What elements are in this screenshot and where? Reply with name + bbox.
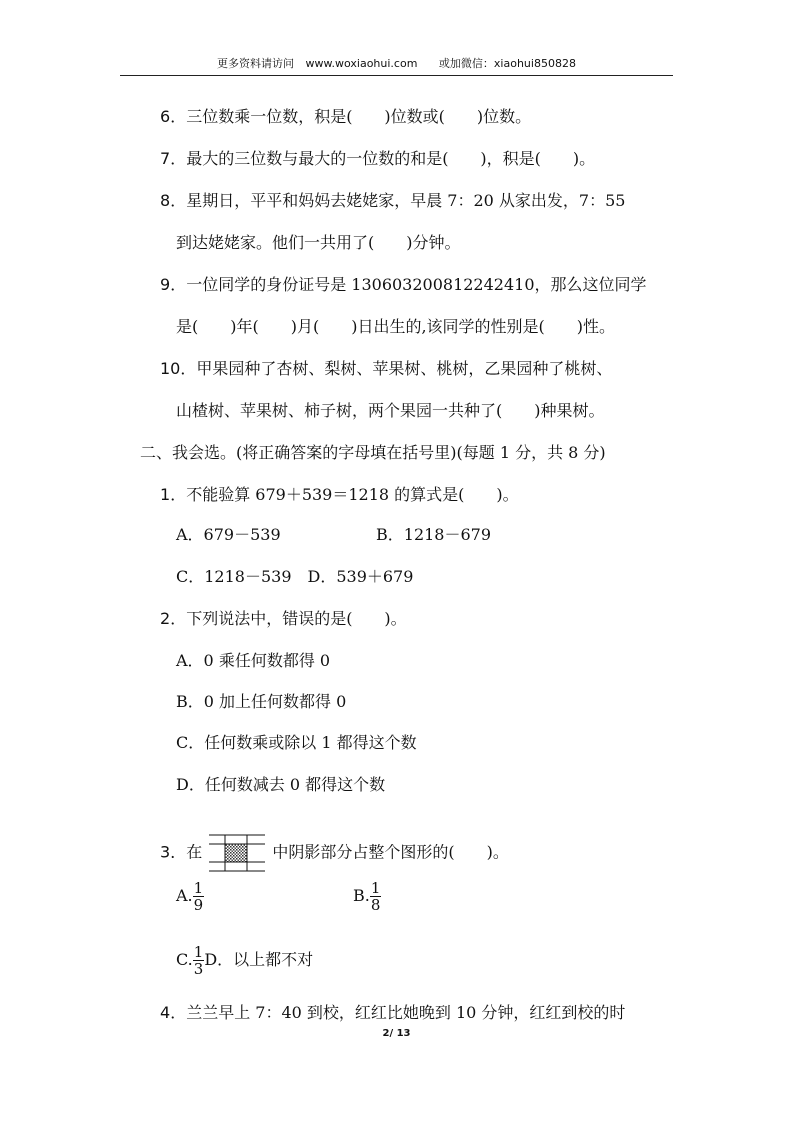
fraction-c: $\frac{1}{3}$ [193, 943, 204, 978]
question-10: 10．甲果园种了杏树、梨树、苹果树、桃树，乙果园种了桃树、 [160, 359, 613, 378]
mc-3-option-cd: C. $\frac{1}{3}$ D．以上都不对 [176, 943, 314, 978]
mc-2-option-d: D．任何数减去 0 都得这个数 [176, 775, 386, 794]
question-10-cont: 山楂树、苹果树、柿子树，两个果园一共种了( )种果树。 [176, 401, 605, 420]
shaded-grid-figure [209, 838, 265, 868]
mc-question-2: 2．下列说法中，错误的是( )。 [160, 609, 407, 628]
section-2-title: 二、我会选。(将正确答案的字母填在括号里)(每题 1 分，共 8 分) [140, 443, 606, 462]
question-8-cont: 到达姥姥家。他们一共用了( )分钟。 [176, 233, 461, 252]
header-wechat: 或加微信：xiaohui850828 [438, 57, 576, 70]
mc-question-1: 1．不能验算 679＋539＝1218 的算式是( )。 [160, 485, 519, 504]
mc-1-option-a: A．679－539 [176, 525, 281, 544]
page-number: 2/ 13 [382, 1028, 411, 1039]
mc-3-option-b: B. $\frac{1}{8}$ [353, 879, 381, 914]
page-header [120, 55, 673, 76]
question-7: 7．最大的三位数与最大的一位数的和是( )，积是( )。 [160, 149, 596, 168]
question-8: 8．星期日，平平和妈妈去姥姥家，早晨 7：20 从家出发，7：55 [160, 191, 626, 210]
mc-2-option-b: B．0 加上任何数都得 0 [176, 692, 347, 711]
question-9: 9．一位同学的身份证号是 130603200812242410，那么这位同学 [160, 275, 647, 294]
fraction-b: $\frac{1}{8}$ [370, 879, 381, 914]
question-6: 6．三位数乘一位数，积是( )位数或( )位数。 [160, 107, 532, 126]
mc-1-option-cd: C．1218－539 D．539＋679 [176, 567, 414, 586]
mc-question-4: 4．兰兰早上 7：40 到校，红红比她晚到 10 分钟，红红到校的时 [160, 1003, 626, 1022]
fraction-a: $\frac{1}{9}$ [193, 879, 204, 914]
mc-2-option-c: C．任何数乘或除以 1 都得这个数 [176, 733, 417, 752]
mc-1-option-b: B．1218－679 [376, 525, 492, 544]
mc-2-option-a: A．0 乘任何数都得 0 [176, 651, 331, 670]
question-9-cont: 是( )年( )月( )日出生的,该同学的性别是( )性。 [176, 317, 616, 336]
header-url[interactable]: www.woxiaohui.com [305, 57, 418, 70]
mc-3-option-a: A. $\frac{1}{9}$ [176, 879, 204, 914]
header-prefix: 更多资料请访问 [217, 57, 295, 70]
mc-question-3: 3．在 中阴影部分占整个图形的( )。 [160, 838, 509, 868]
